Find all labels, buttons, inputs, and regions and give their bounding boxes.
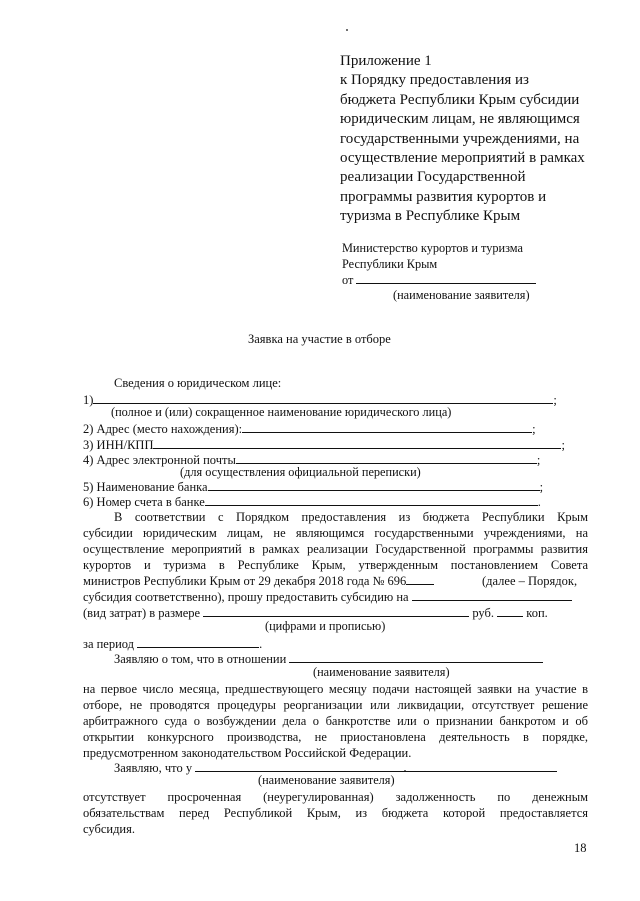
para2-caption: (наименование заявителя) (313, 665, 450, 679)
para3-applicant-field[interactable] (195, 760, 557, 772)
period-field[interactable] (137, 636, 259, 648)
info-heading: Сведения о юридическом лице: (114, 376, 282, 390)
para1-line5: министров Республики Крым от 29 декабря 2018 года № 696 (83, 573, 434, 589)
annex-line: бюджета Республики Крым субсидии (340, 91, 580, 108)
page-number: 18 (574, 841, 587, 855)
info-item-5: 5) Наименование банка ; (83, 480, 544, 494)
annex-line: Приложение 1 (340, 53, 432, 69)
amount-field[interactable] (203, 605, 469, 617)
email-field[interactable] (236, 452, 537, 464)
annex-line: осуществление мероприятий в рамках (340, 150, 585, 167)
para2-last-line: предусмотренном законодательством Российской Федерации. (83, 746, 412, 760)
address-field[interactable] (242, 421, 532, 433)
para1-line: В соответствии с Порядком предоставления из бюджета Республики Крым (114, 510, 588, 524)
para3-last-line: субсидия. (83, 822, 135, 836)
info-item-6: 6) Номер счета в банке . (83, 495, 541, 509)
para1-line5-end: (далее – Порядок, (482, 574, 578, 588)
decree-suffix-field[interactable] (406, 573, 434, 585)
bank-name-field[interactable] (208, 479, 540, 491)
para1-line: курортов и туризма в Республике Крым, утвержденным постановлением Совета (83, 558, 588, 572)
annex-line: реализации Государственной (340, 169, 526, 186)
applicant-name-field[interactable] (356, 272, 536, 284)
info-item-1: 1) ; (83, 393, 557, 407)
bank-account-field[interactable] (205, 494, 538, 506)
para1-line: осуществление мероприятий в рамках реализации Государственной программы развития (83, 542, 588, 556)
scan-speck (346, 29, 348, 31)
addressee-block (342, 240, 536, 288)
applicant-name-caption: (наименование заявителя) (393, 288, 530, 302)
para1-line7: (вид затрат) в размере руб. коп. (83, 606, 548, 620)
para2-line: открытии конкурсного производства, не приостановлена деятельность в порядке, (83, 730, 588, 744)
annex-header (340, 52, 610, 227)
para3-line: обязательствам перед Республикой Крым, из бюджета которой предоставляется (83, 806, 588, 820)
para2-applicant-field[interactable] (289, 651, 543, 663)
info-item-3: 3) ИНН/КПП ; (83, 438, 565, 452)
para1-line6: субсидия соответственно), прошу предоставить субсидию на (83, 589, 572, 605)
annex-line: государственными учреждениями, на (340, 130, 580, 147)
kopecks-field[interactable] (497, 605, 523, 617)
annex-line: юридическим лицам, не являющимся (340, 111, 580, 128)
addressee-line: Республики Крым (342, 257, 438, 271)
para3-line: отсутствует просроченная (неурегулированная) задолженность по денежным (83, 790, 588, 804)
period-line: за период . (83, 637, 263, 651)
inn-kpp-field[interactable] (153, 437, 561, 449)
entity-name-caption: (полное и (или) сокращенное наименование юридического лица) (111, 405, 452, 419)
annex-line: туризма в Республике Крым (340, 208, 521, 225)
from-label: от (342, 273, 354, 287)
email-caption: (для осуществления официальной переписки) (180, 465, 421, 479)
amount-caption: (цифрами и прописью) (265, 619, 386, 633)
para1-line: субсидии юридическим лицам, не являющимся государственными учреждениями, на (83, 526, 588, 540)
para3-first-line: Заявляю, что у (114, 760, 557, 776)
info-item-2: 2) Адрес (место нахождения): ; (83, 422, 536, 436)
subsidy-purpose-field[interactable] (412, 589, 572, 601)
addressee-line: Министерство курортов и туризма (342, 241, 523, 255)
entity-name-field[interactable] (93, 392, 553, 404)
annex-line: программы развития курортов и (340, 188, 547, 205)
annex-line: к Порядку предоставления из (340, 72, 529, 89)
para2-line: арбитражного суда о возбуждении дела о банкротстве или о признании банкротом и об (83, 714, 588, 728)
para2-line: отборе, не проводятся процедуры реорганизации или ликвидации, отсутствует решение (83, 698, 588, 712)
info-item-4: 4) Адрес электронной почты ; (83, 453, 541, 467)
para2-line: на первое число месяца, предшествующего месяцу подачи настоящей заявки на участие в (83, 682, 588, 696)
form-title: Заявка на участие в отборе (248, 332, 391, 346)
para2-first-line: Заявляю о том, что в отношении (114, 651, 543, 667)
para3-caption: (наименование заявителя) (258, 773, 395, 787)
